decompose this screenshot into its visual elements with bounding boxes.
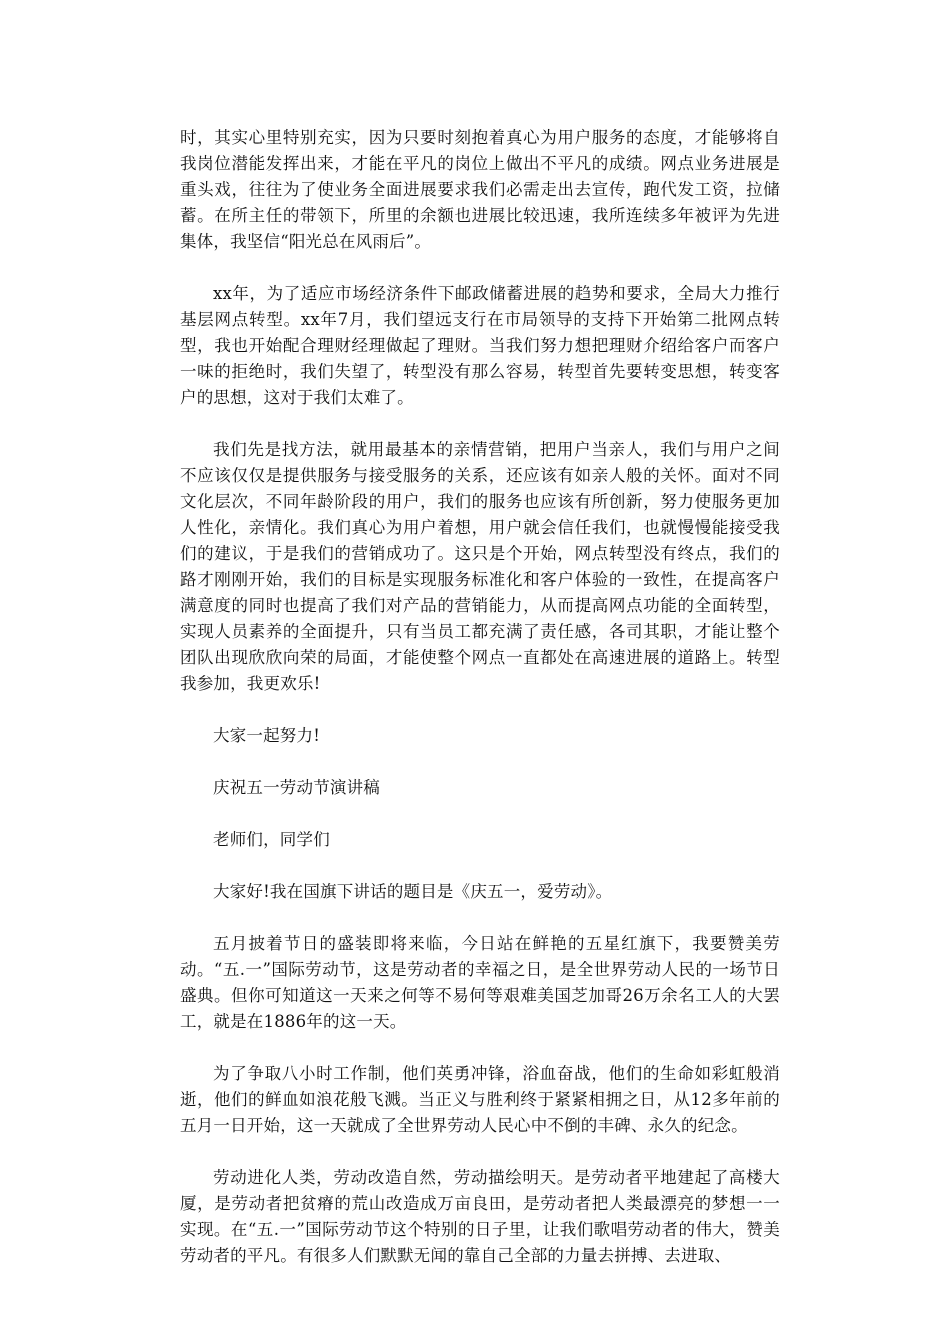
salutation: 老师们，同学们 (213, 830, 330, 849)
paragraph-8: 五月披着节日的盛装即将来临，今日站在鲜艳的五星红旗下，我要赞美劳动。“五.一”国际劳动节，这是劳动者的幸福之日，是全世界劳动人民的一场节日盛典。但你可知道这一天来之何等不易何等艰难美国芝加哥26万余名工人的大罢工，就是在1886年的这一天。 (180, 934, 780, 1031)
paragraph-3: 我们先是找方法，就用最基本的亲情营销，把用户当亲人，我们与用户之间不应该仅仅是提供服务与接受服务的关系，还应该有如亲人般的关怀。面对不同文化层次，不同年龄阶段的用户，我们的服务也应该有所创新，努力使服务更加人性化，亲情化。我们真心为用户着想，用户就会信任我们，也就慢慢能接受我们的建议，于是我们的营销成功了。这只是个开始，网点转型没有终点，我们的路才刚刚开始，我们的目标是实现服务标准化和客户体验的一致性，在提高客户满意度的同时也提高了我们对产品的营销能力，从而提高网点功能的全面转型，实现人员素养的全面提升，只有当员工都充满了责任感，各司其职，才能让整个团队出现欣欣向荣的局面，才能使整个网点一直都处在高速进展的道路上。转型我参加，我更欢乐! (180, 440, 780, 693)
paragraph-10: 劳动进化人类，劳动改造自然，劳动描绘明天。是劳动者平地建起了高楼大厦，是劳动者把贫瘠的荒山改造成万亩良田，是劳动者把人类最漂亮的梦想一一实现。在“五.一”国际劳动节这个特别的日子里，让我们歌唱劳动者的伟大，赞美劳动者的平凡。有很多人们默默无闻的靠自己全部的力量去拼搏、去进取、 (180, 1168, 780, 1265)
document-body (180, 125, 780, 1295)
paragraph-2: xx年，为了适应市场经济条件下邮政储蓄进展的趋势和要求，全局大力推行基层网点转型。xx年7月，我们望远支行在市局领导的支持下开始第二批网点转型，我也开始配合理财经理做起了理财。当我们努力想把理财介绍给客户而客户一味的拒绝时，我们失望了，转型没有那么容易，转型首先要转变思想，转变客户的思想，这对于我们太难了。 (180, 284, 780, 407)
paragraph-1: 时，其实心里特别充实，因为只要时刻抱着真心为用户服务的态度，才能够将自我岗位潜能发挥出来，才能在平凡的岗位上做出不平凡的成绩。网点业务进展是重头戏，往往为了使业务全面进展要求我们必需走出去宣传，跑代发工资，拉储蓄。在所主任的带领下，所里的余额也进展比较迅速，我所连续多年被评为先进集体，我坚信“阳光总在风雨后”。 (180, 128, 780, 251)
speech-title: 庆祝五一劳动节演讲稿 (213, 778, 380, 797)
paragraph-9: 为了争取八小时工作制，他们英勇冲锋，浴血奋战，他们的生命如彩虹般消逝，他们的鲜血如浪花般飞溅。当正义与胜利终于紧紧相拥之日，从12多年前的五月一日开始，这一天就成了全世界劳动人民心中不倒的丰碑、永久的纪念。 (180, 1064, 780, 1135)
paragraph-greeting: 大家好!我在国旗下讲话的题目是《庆五一，爱劳动》。 (213, 882, 613, 901)
paragraph-4: 大家一起努力! (213, 726, 321, 745)
